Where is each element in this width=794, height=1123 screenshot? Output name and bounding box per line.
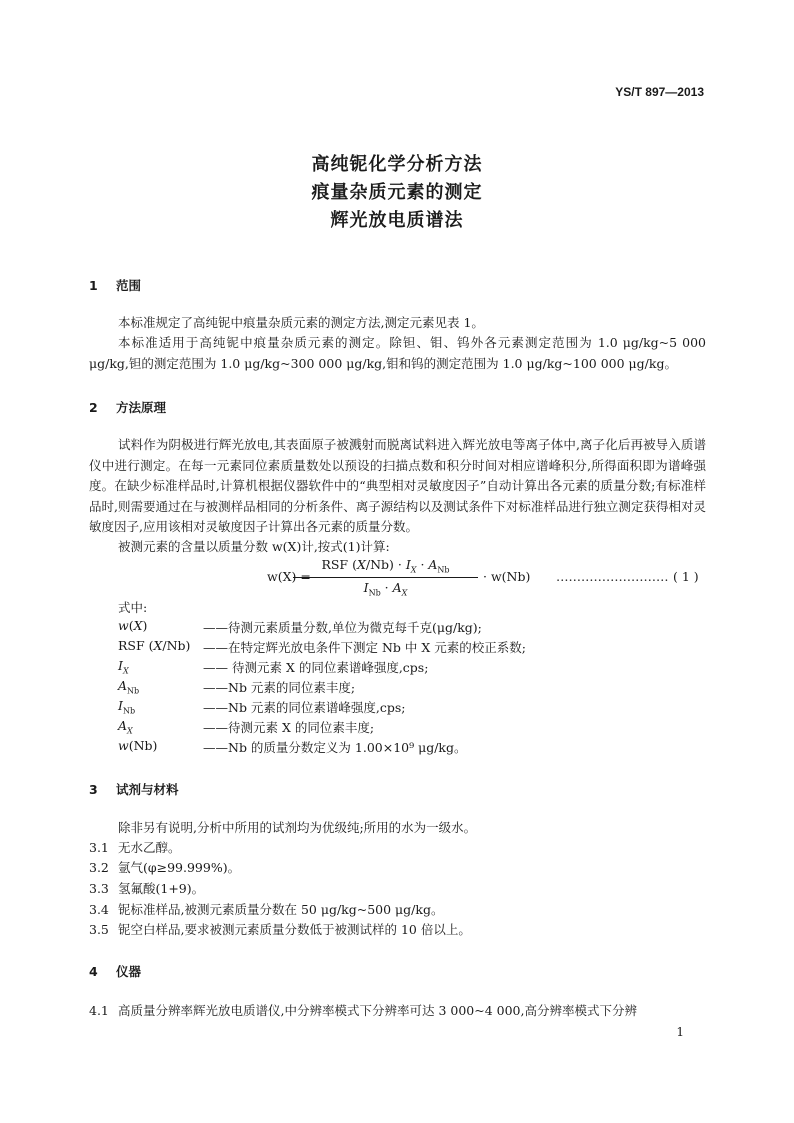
clause-number: 3.3: [89, 881, 109, 896]
formula-number: ( 1 ): [673, 569, 699, 584]
clause-number: 3.2: [89, 860, 109, 875]
def-description: —— 待测元素 X 的同位素谱峰强度,cps;: [203, 660, 429, 675]
def-description: ——待测元素 X 的同位素丰度;: [203, 720, 375, 735]
def-symbol: $A_{Nb}$: [118, 678, 140, 696]
formula-fraction: [293, 557, 478, 597]
clause-text: 铌空白样品,要求被测元素质量分数低于被测试样的 10 倍以上。: [118, 922, 471, 937]
formula-lhs: w(X) =: [267, 569, 311, 584]
def-description: ——Nb 元素的同位素谱峰强度,cps;: [203, 700, 406, 715]
section-title: 范围: [116, 278, 142, 293]
section-1-paragraph-2: 本标准适用于高纯铌中痕量杂质元素的测定。除钽、钼、钨外各元素测定范围为 1.0 μg/kg~5 000 μg/kg,钽的测定范围为 1.0 μg/kg~300 000 μg/kg,钼和钨的测定范围为 1.0 μg/kg~100 000 μg/kg。: [89, 335, 706, 371]
clause-item: [89, 838, 181, 856]
clause-number: 3.5: [89, 922, 109, 937]
section-3-paragraph-1: 除非另有说明,分析中所用的试剂均为优级纯;所用的水为一级水。: [118, 820, 477, 835]
def-symbol: RSF (X/Nb): [118, 638, 191, 653]
section-2-heading: [89, 398, 166, 416]
clause-item: [89, 858, 240, 876]
section-number: 3: [89, 782, 98, 797]
clause-text: 氢氟酸(1+9)。: [118, 881, 205, 896]
section-2-paragraph-2: 被测元素的含量以质量分数 w(X)计,按式(1)计算:: [118, 539, 390, 554]
def-symbol: w(Nb): [118, 738, 158, 753]
def-symbol: $I_{Nb}$: [118, 698, 136, 716]
def-symbol: $I_X$: [118, 658, 129, 676]
clause-number: 4.1: [89, 1003, 109, 1018]
def-description: ——在特定辉光放电条件下测定 Nb 中 X 元素的校正系数;: [203, 640, 526, 655]
section-number: 1: [89, 278, 98, 293]
def-description: ——待测元素质量分数,单位为微克每千克(μg/kg);: [203, 620, 482, 635]
def-description: ——Nb 元素的同位素丰度;: [203, 680, 356, 695]
clause-item: [89, 879, 204, 897]
clause-item: [89, 900, 443, 918]
def-symbol: $A_X$: [118, 718, 133, 736]
where-label: 式中:: [118, 600, 148, 615]
section-number: 2: [89, 400, 98, 415]
clause-text: 无水乙醇。: [118, 840, 181, 855]
section-2-paragraph-1: 试料作为阴极进行辉光放电,其表面原子被溅射而脱离试料进入辉光放电等离子体中,离子化后再被导入质谱仪中进行测定。在每一元素同位素质量数处以预设的扫描点数和积分时间对相应谱峰积分,所得面积即为谱峰强度。在缺少标准样品时,计算机根据仪器软件中的“典型相对灵敏度因子”自动计算出各元素的质量分数;有标准样品时,则需要通过在与被测样品相同的分析条件、离子源结构以及测试条件下对标准样品进行独立测定获得相对灵敏度因子,应用该相对灵敏度因子计算出各元素的质量分数。: [89, 437, 706, 534]
clause-number: 3.4: [89, 902, 109, 917]
section-title: 仪器: [116, 964, 142, 979]
def-description: ——Nb 的质量分数定义为 1.00×10⁹ μg/kg。: [203, 740, 467, 755]
clause-item: [89, 1001, 637, 1019]
formula-denominator: $I_{Nb} \cdot A_X$: [363, 579, 408, 597]
standard-number: YS/T 897—2013: [615, 85, 704, 99]
def-symbol: w(X): [118, 618, 148, 633]
clause-text: 高质量分辨率辉光放电质谱仪,中分辨率模式下分辨率可达 3 000~4 000,高分辨率模式下分辨: [118, 1003, 637, 1018]
section-title: 试剂与材料: [116, 782, 179, 797]
section-title: 方法原理: [116, 400, 167, 415]
title-line-3: 辉光放电质谱法: [330, 210, 464, 231]
title-line-1: 高纯铌化学分析方法: [311, 154, 483, 175]
section-4-heading: [89, 962, 141, 980]
formula-rhs: · w(Nb): [483, 569, 531, 584]
formula-numerator: RSF $(X/Nb) \cdot I_X \cdot A_{Nb}$: [293, 557, 478, 578]
section-number: 4: [89, 964, 98, 979]
section-1-heading: [89, 276, 141, 294]
formula-leader-dots: ………………………: [556, 569, 669, 584]
clause-number: 3.1: [89, 840, 109, 855]
clause-text: 氩气(φ≥99.999%)。: [118, 860, 241, 875]
clause-item: [89, 920, 471, 938]
clause-text: 铌标准样品,被测元素质量分数在 50 μg/kg~500 μg/kg。: [118, 902, 444, 917]
page-number: 1: [676, 1025, 684, 1039]
title-line-2: 痕量杂质元素的测定: [311, 182, 483, 203]
section-1-paragraph-1: 本标准规定了高纯铌中痕量杂质元素的测定方法,测定元素见表 1。: [118, 315, 484, 330]
section-3-heading: [89, 780, 179, 798]
